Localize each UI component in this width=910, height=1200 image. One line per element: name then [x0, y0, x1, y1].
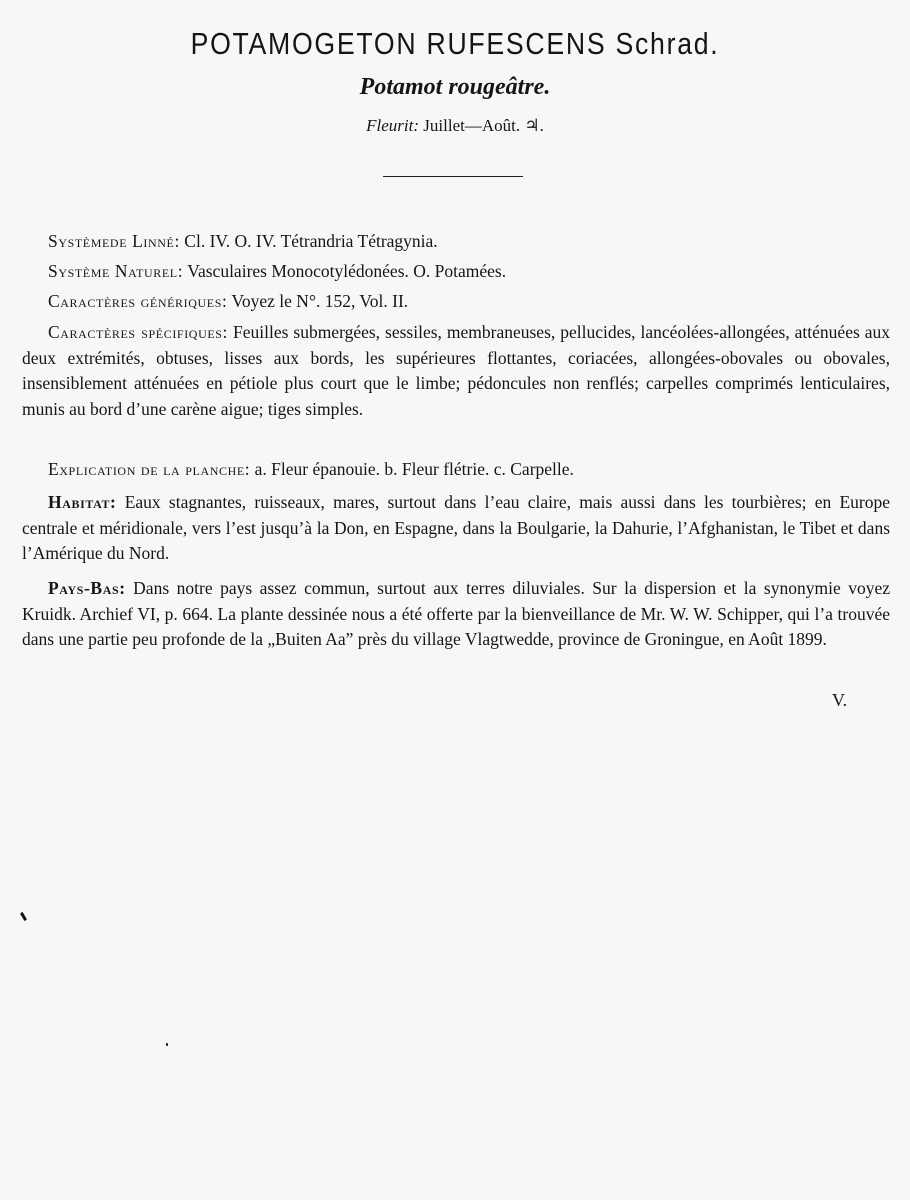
entry-label: Caractères spécifiques: [48, 322, 229, 342]
common-name-subtitle: Potamot rougeâtre. [359, 74, 551, 100]
entry-text: Cl. IV. O. IV. Tétrandria Tétragynia. [184, 231, 438, 251]
entry-label: Système Naturel: [48, 261, 184, 281]
entry-specific-characters [22, 320, 890, 422]
species-title: POTAMOGETON RUFESCENS Schrad. [190, 26, 720, 61]
entry-text: Dans notre pays assez commun, surtout aux terres diluviales. Sur la dispersion et la synonymie voyez Kruidk. Archief VI, p. 664. La plante dessinée nous a été offerte par la bienveillance de Mr. W. W. Schipper, qui l’a trouvée dans une partie peu profonde de la „Buiten Aa” près du village Vlagtwedde, province de Groningue, en Août 1899. [22, 578, 890, 649]
entry-text: Voyez le N°. 152, Vol. II. [231, 291, 409, 311]
entry-generic-characters [22, 289, 890, 315]
entry-text: Feuilles submergées, sessiles, membraneuses, pellucides, lancéolées-allongées, atténuées aux deux extrémités, obtuses, lisses aux bords, les supérieures flottantes, coriacées, allongées-obovales ou obovales, insensiblement atténuées en pétiole plus court que le limbe; pédoncules non renflés; carpelles comprimés lenticulaires, munis au bord d’une carène aigue; tiges simples. [22, 322, 891, 419]
print-speck [20, 912, 27, 921]
entry-text: Eaux stagnantes, ruisseaux, mares, surtout dans l’eau claire, mais aussi dans les tourbières; en Europe centrale et méridionale, vers l’est jusqu’à la Don, en Espagne, dans la Boulgarie, la Dahurie, l’Afghanistan, le Tibet et dans l’Amérique du Nord. [22, 492, 891, 563]
entry-label: Caractères génériques: [48, 291, 228, 311]
entry-text: a. Fleur épanouie. b. Fleur flétrie. c. Carpelle. [254, 459, 574, 479]
entry-netherlands [22, 576, 890, 653]
print-speck [166, 1043, 168, 1046]
divider-rule [383, 176, 523, 177]
entry-label: Explication de la planche: [48, 459, 251, 479]
entry-linne-system [22, 229, 890, 255]
entry-label: Systèmede Linné: [48, 231, 180, 251]
entry-label: Pays-Bas: [48, 578, 126, 598]
entry-label: Habitat: [48, 492, 117, 512]
flowering-value: Juillet—Août. ♃. [423, 116, 544, 135]
flowering-line [0, 116, 910, 136]
entry-natural-system [22, 259, 890, 285]
entry-text: Vasculaires Monocotylédonées. O. Potamées. [187, 261, 507, 281]
entry-habitat [22, 490, 890, 567]
entry-plate-explanation [22, 457, 890, 483]
flowering-label: Fleurit: [366, 116, 420, 135]
author-signature: V. [832, 690, 848, 710]
